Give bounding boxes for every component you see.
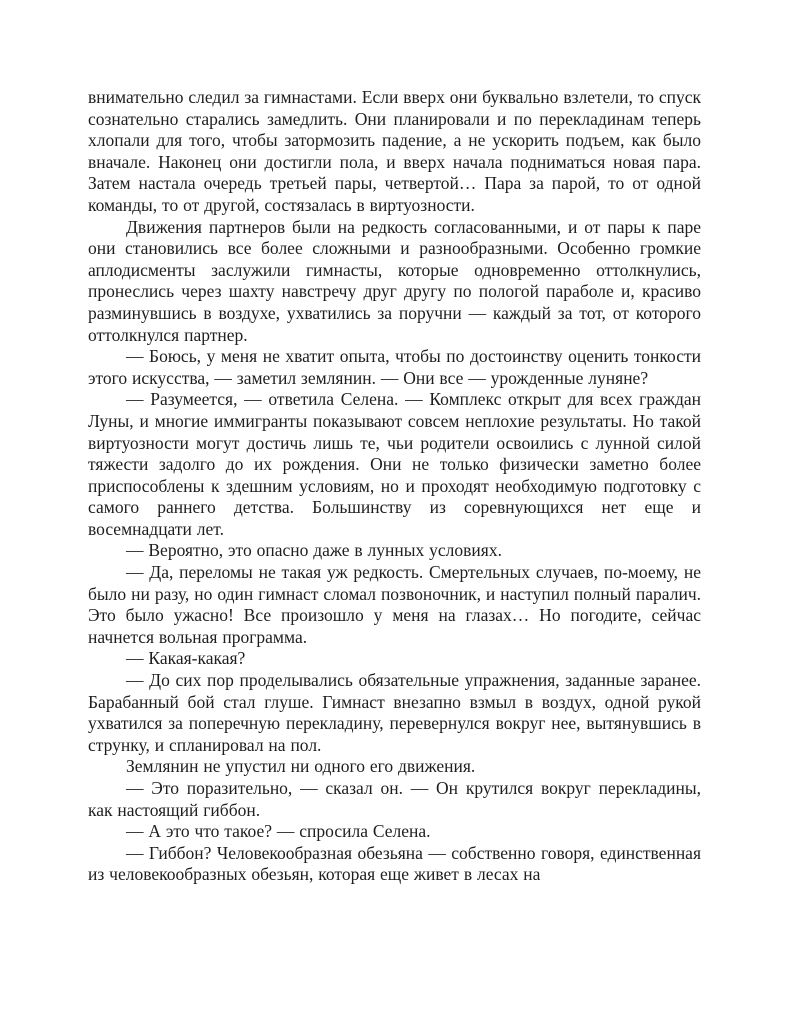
paragraph: — Вероятно, это опасно даже в лунных условиях. <box>126 540 502 561</box>
paragraph: Движения партнеров были на редкость согласованными, и от пары к паре они становились все более сложными и разнообразными. Особенно громкие аплодисменты заслужили гимнасты, которые одновременно оттолкнулись, пронеслись через шахту навстречу друг другу по пологой параболе и, красиво разминувшись в воздухе, ухватились за поручни — каждый за тот, от которого оттолкнулся партнер. <box>88 216 701 345</box>
paragraph: — Разумеется, — ответила Селена. — Комплекс открыт для всех граждан Луны, и многие иммигранты показывают совсем неплохие результаты. Но такой виртуозности могут достичь лишь те, чьи родители освоились с лунной силой тяжести задолго до их рождения. Они не только физически заметно более приспособлены к здешним условиям, но и проходят необходимую подготовку с самого раннего детства. Большинству из соревнующихся нет еще и восемнадцати лет. <box>88 389 701 539</box>
paragraph: — Какая-какая? <box>126 648 246 669</box>
paragraph: — Гиббон? Человекообразная обезьяна — собственно говоря, единственная из человекообразных обезьян, которая еще живет в лесах на <box>88 842 701 885</box>
paragraph: — Да, переломы не такая уж редкость. Смертельных случаев, по-моему, не было ни разу, но один гимнаст сломал позвоночник, и наступил полный паралич. Это было ужасно! Все произошло у меня на глазах… Но погодите, сейчас начнется вольная программа. <box>88 562 701 647</box>
paragraph: внимательно следил за гимнастами. Если вверх они буквально взлетели, то спуск сознательно старались замедлить. Они планировали и по перекладинам теперь хлопали для того, чтобы затормозить падение, а не ускорить подъем, как было вначале. Наконец они достигли пола, и вверх начала подниматься новая пара. Затем настала очередь третьей пары, четвертой… Пара за парой, то от одной команды, то от другой, состязалась в виртуозности. <box>88 87 701 215</box>
paragraph: — До сих пор проделывались обязательные упражнения, заданные заранее. Барабанный бой стал глуше. Гимнаст внезапно взмыл в воздух, одной рукой ухватился за поперечную перекладину, перевернулся вокруг нее, вытянувшись в струнку, и спланировал на пол. <box>88 670 701 755</box>
text-block <box>88 87 701 886</box>
paragraph: — Боюсь, у меня не хватит опыта, чтобы по достоинству оценить тонкости этого искусства, — заметил землянин. — Они все — урожденные луняне? <box>88 346 701 388</box>
paragraph: Землянин не упустил ни одного его движения. <box>126 756 476 777</box>
paragraph: — А это что такое? — спросила Селена. <box>126 821 431 842</box>
paragraph: — Это поразительно, — сказал он. — Он крутился вокруг перекладины, как настоящий гиббон. <box>88 778 701 820</box>
